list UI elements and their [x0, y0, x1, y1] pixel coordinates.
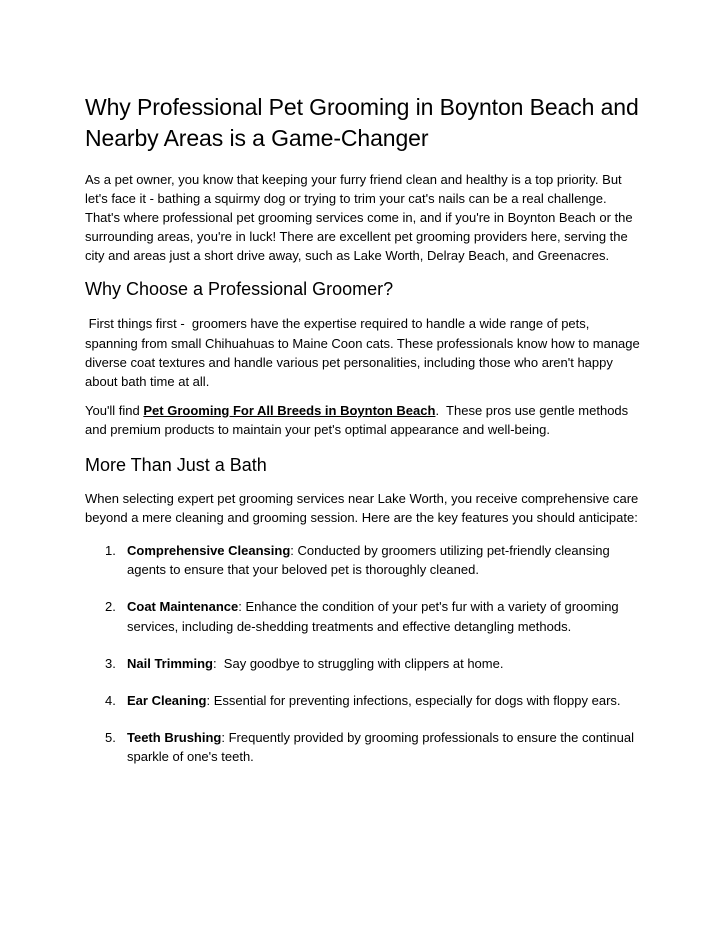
services-intro-paragraph: When selecting expert pet grooming services near Lake Worth, you receive comprehensive care beyond a mere cleaning and grooming session. Here are the key features you should anticipate: [85, 491, 639, 526]
list-item-term: Coat Maintenance [127, 599, 239, 615]
list-item-text: : Enhance the condition of your pet's fur with a variety of grooming services, including de-shedding treatments and effective detangling methods. [127, 599, 623, 634]
list-item-text: : Say goodbye to struggling with clippers at home. [212, 655, 504, 671]
list-item [85, 654, 640, 673]
list-item-number: 5. [105, 729, 116, 745]
section-heading-why-choose: Why Choose a Professional Groomer? [85, 279, 394, 300]
find-groomers-trailing-text: . These pros use gentle methods and premium products to maintain your pet's optimal appearance and well-being. [85, 402, 632, 437]
find-groomers-paragraph [85, 401, 640, 439]
list-item [85, 597, 640, 635]
features-list [85, 541, 640, 766]
list-item [85, 541, 640, 579]
list-item-number: 2. [105, 599, 116, 615]
list-item-term: Comprehensive Cleansing [127, 543, 291, 559]
intro-paragraph: As a pet owner, you know that keeping your furry friend clean and healthy is a top priority. But let's face it - bathing a squirmy dog or trying to trim your cat's nails can be a real challenge. That's where professional pet grooming services come in, and if you're in Boynton Beach or the surrounding areas, you're in luck! There are excellent pet grooming providers here, serving the city and areas just a short drive away, such as Lake Worth, Delray Beach, and Greenacres. [85, 172, 633, 264]
list-item [85, 728, 640, 766]
pet-grooming-all-breeds-link[interactable]: Pet Grooming For All Breeds in Boynton Beach [143, 402, 436, 418]
find-groomers-lead-text: You'll find [85, 402, 144, 418]
list-item-number: 4. [105, 692, 116, 708]
list-item [85, 691, 640, 710]
list-item-term: Ear Cleaning [127, 692, 207, 708]
list-item-term: Teeth Brushing [127, 729, 222, 745]
list-item-text: : Conducted by groomers utilizing pet-friendly cleansing agents to ensure that your beloved pet is thoroughly cleaned. [127, 543, 614, 578]
list-item-text: : Essential for preventing infections, especially for dogs with floppy ears. [206, 692, 621, 708]
list-item-number: 1. [105, 543, 116, 559]
section-heading-more-than-bath: More Than Just a Bath [85, 455, 267, 476]
list-item-term: Nail Trimming [127, 655, 213, 671]
expertise-paragraph: First things first - groomers have the expertise required to handle a wide range of pets, spanning from small Chihuahuas to Maine Coon cats. These professionals know how to manage diverse coat textures and handle various pet personalities, including those who aren't happy about bath time at all. [85, 316, 644, 389]
list-item-number: 3. [105, 655, 116, 671]
page-title: Why Professional Pet Grooming in Boynton Beach and Nearby Areas is a Game-Changer [85, 94, 639, 151]
list-item-text: : Frequently provided by grooming professionals to ensure the continual sparkle of one's teeth. [127, 729, 638, 764]
